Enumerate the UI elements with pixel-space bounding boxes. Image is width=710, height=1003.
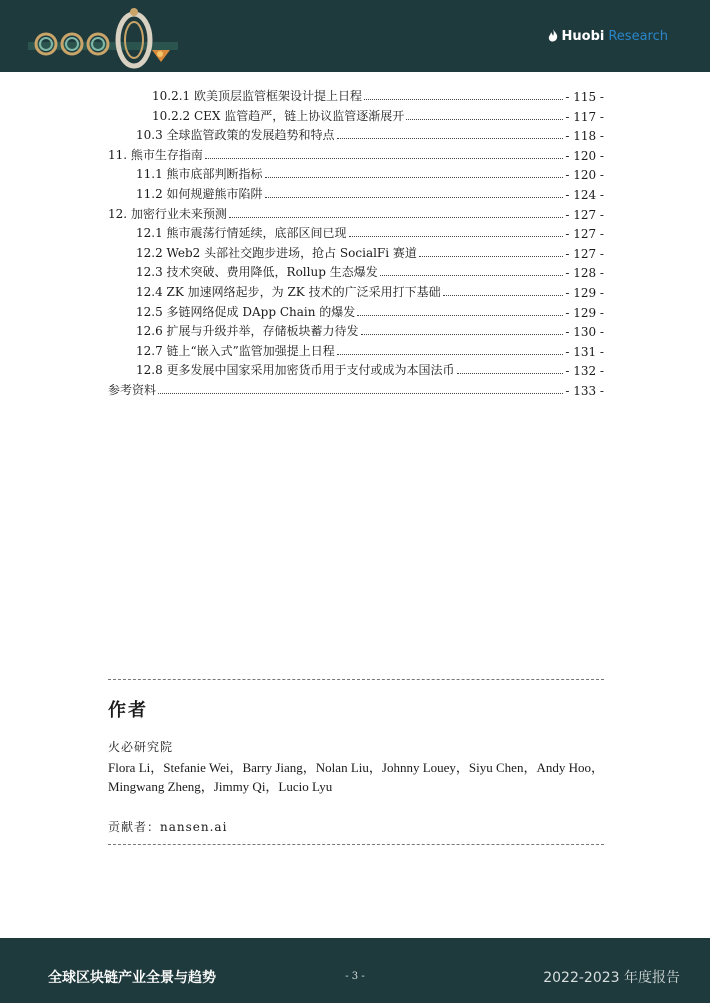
- footer-page-number: - 3 -: [345, 971, 365, 982]
- toc-dot-leader: [364, 98, 563, 100]
- toc-entry-title: 12.1 熊市震荡行情延续，底部区间已现: [136, 226, 347, 241]
- toc-entry[interactable]: [108, 106, 604, 124]
- header-illustration-icon: [24, 4, 184, 70]
- toc-entry[interactable]: [108, 380, 604, 398]
- toc-dot-leader: [229, 216, 563, 218]
- toc-entry-title: 12.2 Web2 头部社交跑步进场，抢占 SocialFi 赛道: [136, 245, 417, 260]
- footer-report-label: 2022-2023 年度报告: [543, 970, 680, 986]
- toc-entry-title: 12.6 扩展与升级并举，存储板块蓄力待发: [136, 324, 359, 339]
- toc-entry-page: - 124 -: [565, 188, 604, 202]
- toc-dot-leader: [457, 372, 564, 374]
- toc-entry[interactable]: [108, 360, 604, 378]
- toc-entry-page: - 130 -: [565, 325, 604, 340]
- toc-entry-page: - 118 -: [565, 129, 604, 144]
- divider-top: [108, 679, 604, 680]
- toc-entry-page: - 127 -: [565, 207, 604, 222]
- brand-word-huobi: Huobi: [561, 28, 605, 44]
- toc-dot-leader: [337, 353, 564, 355]
- toc-dot-leader: [357, 314, 563, 316]
- toc-entry-page: - 127 -: [565, 227, 604, 242]
- toc-entry-title: 12. 加密行业未来预测: [108, 206, 227, 221]
- toc-entry-page: - 127 -: [565, 246, 604, 261]
- toc-entry[interactable]: [108, 223, 604, 241]
- toc-dot-leader: [158, 392, 563, 394]
- toc-dot-leader: [380, 274, 564, 276]
- toc-dot-leader: [406, 118, 563, 120]
- toc-entry-page: - 115 -: [565, 90, 604, 104]
- toc-entry[interactable]: [108, 145, 604, 163]
- toc-entry-title: 11.1 熊市底部判断指标: [136, 167, 263, 182]
- page-footer: [0, 938, 710, 1003]
- toc-dot-leader: [265, 176, 564, 178]
- toc-entry-title: 10.2.2 CEX 监管趋严，链上协议监管逐渐展开: [152, 108, 405, 123]
- toc-dot-leader: [349, 235, 564, 237]
- flame-icon: [548, 29, 558, 43]
- toc-entry-page: - 133 -: [565, 384, 604, 398]
- toc-entry-page: - 120 -: [565, 168, 604, 183]
- toc-entry-page: - 131 -: [565, 344, 604, 359]
- toc-entry-page: - 128 -: [565, 266, 604, 281]
- toc-entry[interactable]: [108, 125, 604, 143]
- author-heading: 作者: [108, 700, 148, 721]
- toc-entry[interactable]: [108, 243, 604, 261]
- divider-bottom: [108, 844, 604, 845]
- toc-entry[interactable]: [108, 164, 604, 182]
- toc-entry[interactable]: [108, 321, 604, 339]
- toc-entry-page: - 117 -: [565, 109, 604, 124]
- toc-entry-title: 参考资料: [108, 383, 157, 397]
- author-organization: 火必研究院: [108, 740, 174, 754]
- toc-entry-title: 11. 熊市生存指南: [108, 147, 203, 162]
- toc-entry[interactable]: [108, 86, 604, 104]
- toc-entry[interactable]: [108, 282, 604, 300]
- toc-entry-title: 12.8 更多发展中国家采用加密货币用于支付或成为本国法币: [136, 363, 455, 378]
- toc-entry[interactable]: [108, 184, 604, 202]
- toc-entry-title: 10.3 全球监管政策的发展趋势和特点: [136, 128, 335, 143]
- toc-entry[interactable]: [108, 262, 604, 280]
- toc-dot-leader: [265, 196, 564, 198]
- toc-dot-leader: [419, 255, 563, 257]
- toc-entry-page: - 129 -: [565, 286, 604, 300]
- toc-dot-leader: [443, 294, 564, 296]
- brand-word-research: Research: [608, 28, 668, 44]
- toc-dot-leader: [337, 137, 564, 139]
- author-names: Flora Li，Stefanie Wei，Barry Jiang，Nolan Liu，Johnny Louey，Siyu Chen，Andy Hoo，Mingwang Zheng，Jimmy Qi，Lucio Lyu: [108, 760, 604, 794]
- toc-dot-leader: [361, 333, 564, 335]
- toc-entry[interactable]: [108, 302, 604, 320]
- huobi-research-logo: [548, 27, 668, 45]
- toc-entry-page: - 132 -: [565, 364, 604, 379]
- toc-entry-title: 12.5 多链网络促成 DApp Chain 的爆发: [136, 304, 356, 319]
- page-header: [0, 0, 710, 72]
- toc-entry-page: - 120 -: [565, 148, 604, 163]
- toc-entry[interactable]: [108, 204, 604, 222]
- toc-dot-leader: [205, 157, 563, 159]
- toc-entry-title: 11.2 如何规避熊市陷阱: [136, 187, 263, 201]
- toc-entry-title: 10.2.1 欧美顶层监管框架设计提上日程: [152, 89, 362, 103]
- footer-title: 全球区块链产业全景与趋势: [48, 970, 216, 986]
- toc-entry-title: 12.4 ZK 加速网络起步，为 ZK 技术的广泛采用打下基础: [136, 285, 441, 299]
- toc-entry[interactable]: [108, 341, 604, 359]
- toc-entry-title: 12.3 技术突破、费用降低，Rollup 生态爆发: [136, 265, 378, 280]
- contributor-line: 贡献者：nansen.ai: [108, 820, 228, 834]
- toc-entry-page: - 129 -: [565, 305, 604, 320]
- toc-entry-title: 12.7 链上“嵌入式”监管加强提上日程: [136, 343, 335, 358]
